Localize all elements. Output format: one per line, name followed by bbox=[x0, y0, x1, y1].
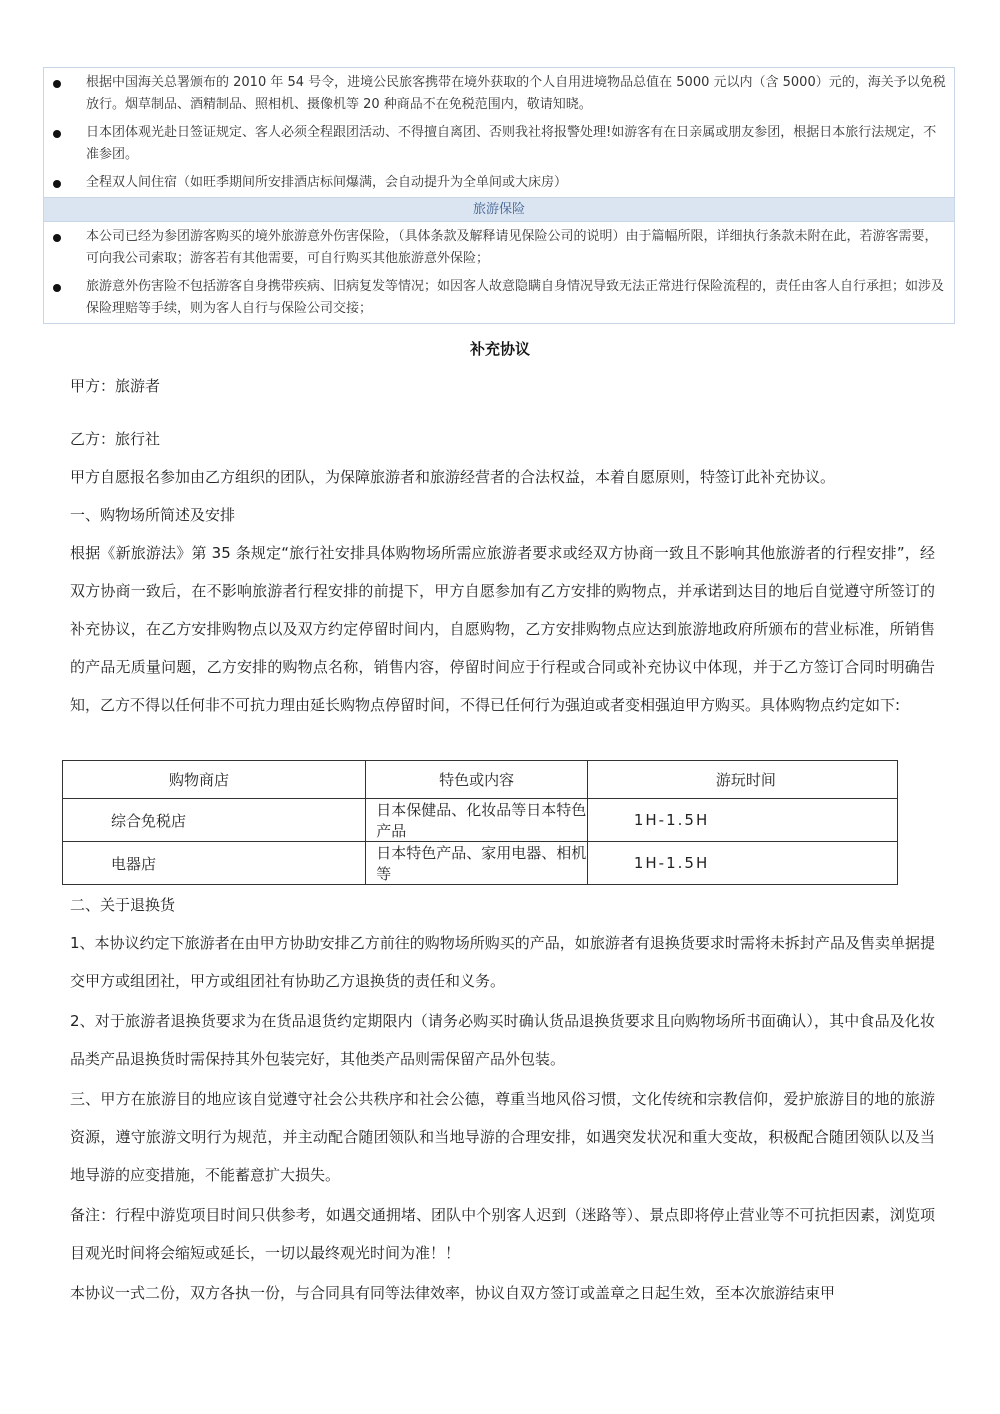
table-header-cell: 特色或内容 bbox=[366, 761, 588, 799]
agreement-title: 补充协议 bbox=[469, 340, 530, 358]
section-2-item-1: 1、本协议约定下旅游者在由甲方协助安排乙方前往的购物场所购买的产品，如旅游者有退换货要求时需将未拆封产品及售卖单据提交甲方或组团社，甲方或组团社有协助乙方退换货的责任和义务。 bbox=[70, 934, 935, 990]
table-header-row bbox=[63, 761, 898, 799]
table-cell: 综合免税店 bbox=[63, 799, 366, 842]
remark-paragraph: 备注：行程中游览项目时间只供参考，如遇交通拥堵、团队中个别客人迟到（迷路等）、景点即将停止营业等不可抗拒因素，浏览项目观光时间将会缩短或延长，一切以最终观光时间为准！！ bbox=[70, 1206, 935, 1262]
table-cell: 日本保健品、化妆品等日本特色产品 bbox=[366, 799, 588, 842]
party-a: 甲方：旅游者 bbox=[70, 377, 161, 395]
notice-item-text: 全程双人间住宿（如旺季期间所安排酒店标间爆满，会自动提升为全单间或大床房） bbox=[86, 175, 568, 190]
bullet-icon bbox=[53, 234, 61, 242]
closing-paragraph: 本协议一式二份，双方各执一份，与合同具有同等法律效率，协议自双方签订或盖章之日起生效，至本次旅游结束甲 bbox=[70, 1284, 836, 1302]
table-header-cell: 购物商店 bbox=[63, 761, 366, 799]
insurance-item-text: 旅游意外伤害险不包括游客自身携带疾病、旧病复发等情况；如因客人故意隐瞒自身情况导致无法正常进行保险流程的，责任由客人自行承担；如涉及保险理赔等手续，则为客人自行与保险公司交接； bbox=[86, 279, 945, 316]
section-3: 三、甲方在旅游目的地应该自觉遵守社会公共秩序和社会公德，尊重当地风俗习惯，文化传统和宗教信仰，爱护旅游目的地的旅游资源，遵守旅游文明行为规范，并主动配合随团领队和当地导游的合理安排，如遇突发状况和重大变故，积极配合随团领队以及当地导游的应变措施，不能蓄意扩大损失。 bbox=[70, 1090, 935, 1184]
table-row bbox=[63, 799, 898, 842]
section-1-body: 根据《新旅游法》第 35 条规定“旅行社安排具体购物场所需应旅游者要求或经双方协商一致且不影响其他旅游者的行程安排”，经双方协商一致后，在不影响旅游者行程安排的前提下，甲方自愿参加有乙方安排的购物点，并承诺到达目的地后自觉遵守所签订的补充协议，在乙方安排购物点以及双方约定停留时间内，自愿购物，乙方安排购物点应达到旅游地政府所颁布的营业标准，所销售的产品无质量问题，乙方安排的购物点名称，销售内容，停留时间应于行程或合同或补充协议中体现，并于乙方签订合同时明确告知，乙方不得以任何非不可抗力理由延长购物点停留时间，不得已任何行为强迫或者变相强迫甲方购买。具体购物点约定如下: bbox=[70, 544, 935, 714]
notice-box bbox=[43, 67, 955, 324]
section-1-title: 一、购物场所简述及安排 bbox=[70, 506, 236, 524]
table-header-cell: 游玩时间 bbox=[587, 761, 897, 799]
insurance-item bbox=[44, 222, 954, 272]
shopping-table bbox=[62, 760, 898, 885]
notice-item-text: 日本团体观光赴日签证规定、客人必须全程跟团活动、不得擅自离团、否则我社将报警处理!如游客有在日亲属或朋友参团，根据日本旅行法规定，不准参团。 bbox=[86, 125, 937, 162]
insurance-section-header: 旅游保险 bbox=[44, 197, 954, 222]
table-cell: 1H-1.5H bbox=[587, 799, 897, 842]
notice-item bbox=[44, 68, 954, 118]
party-b: 乙方：旅行社 bbox=[70, 430, 161, 448]
notice-item-text: 根据中国海关总署颁布的 2010 年 54 号令，进境公民旅客携带在境外获取的个人自用进境物品总值在 5000 元以内（含 5000）元的，海关予以免税放行。烟草制品、酒精制品、照相机、摄像机等 20 种商品不在免税范围内，敬请知晓。 bbox=[86, 75, 946, 112]
bullet-icon bbox=[53, 180, 61, 188]
table-cell: 1H-1.5H bbox=[587, 842, 897, 885]
notice-item bbox=[44, 118, 954, 168]
table-cell: 电器店 bbox=[63, 842, 366, 885]
section-2-item-2: 2、对于旅游者退换货要求为在货品退货约定期限内（请务必购买时确认货品退换货要求且向购物场所书面确认），其中食品及化妆品类产品退换货时需保持其外包装完好，其他类产品则需保留产品外包装。 bbox=[70, 1012, 935, 1068]
section-2-title: 二、关于退换货 bbox=[70, 896, 176, 914]
bullet-icon bbox=[53, 80, 61, 88]
insurance-item bbox=[44, 272, 954, 323]
table-cell: 日本特色产品、家用电器、相机等 bbox=[366, 842, 588, 885]
insurance-item-text: 本公司已经为参团游客购买的境外旅游意外伤害保险，（具体条款及解释请见保险公司的说明）由于篇幅所限，详细执行条款未附在此，若游客需要，可向我公司索取；游客若有其他需要，可自行购买其他旅游意外保险； bbox=[86, 229, 938, 266]
intro-paragraph: 甲方自愿报名参加由乙方组织的团队，为保障旅游者和旅游经营者的合法权益，本着自愿原则，特签订此补充协议。 bbox=[70, 468, 836, 486]
notice-item bbox=[44, 168, 954, 197]
bullet-icon bbox=[53, 130, 61, 138]
bullet-icon bbox=[53, 284, 61, 292]
table-row bbox=[63, 842, 898, 885]
